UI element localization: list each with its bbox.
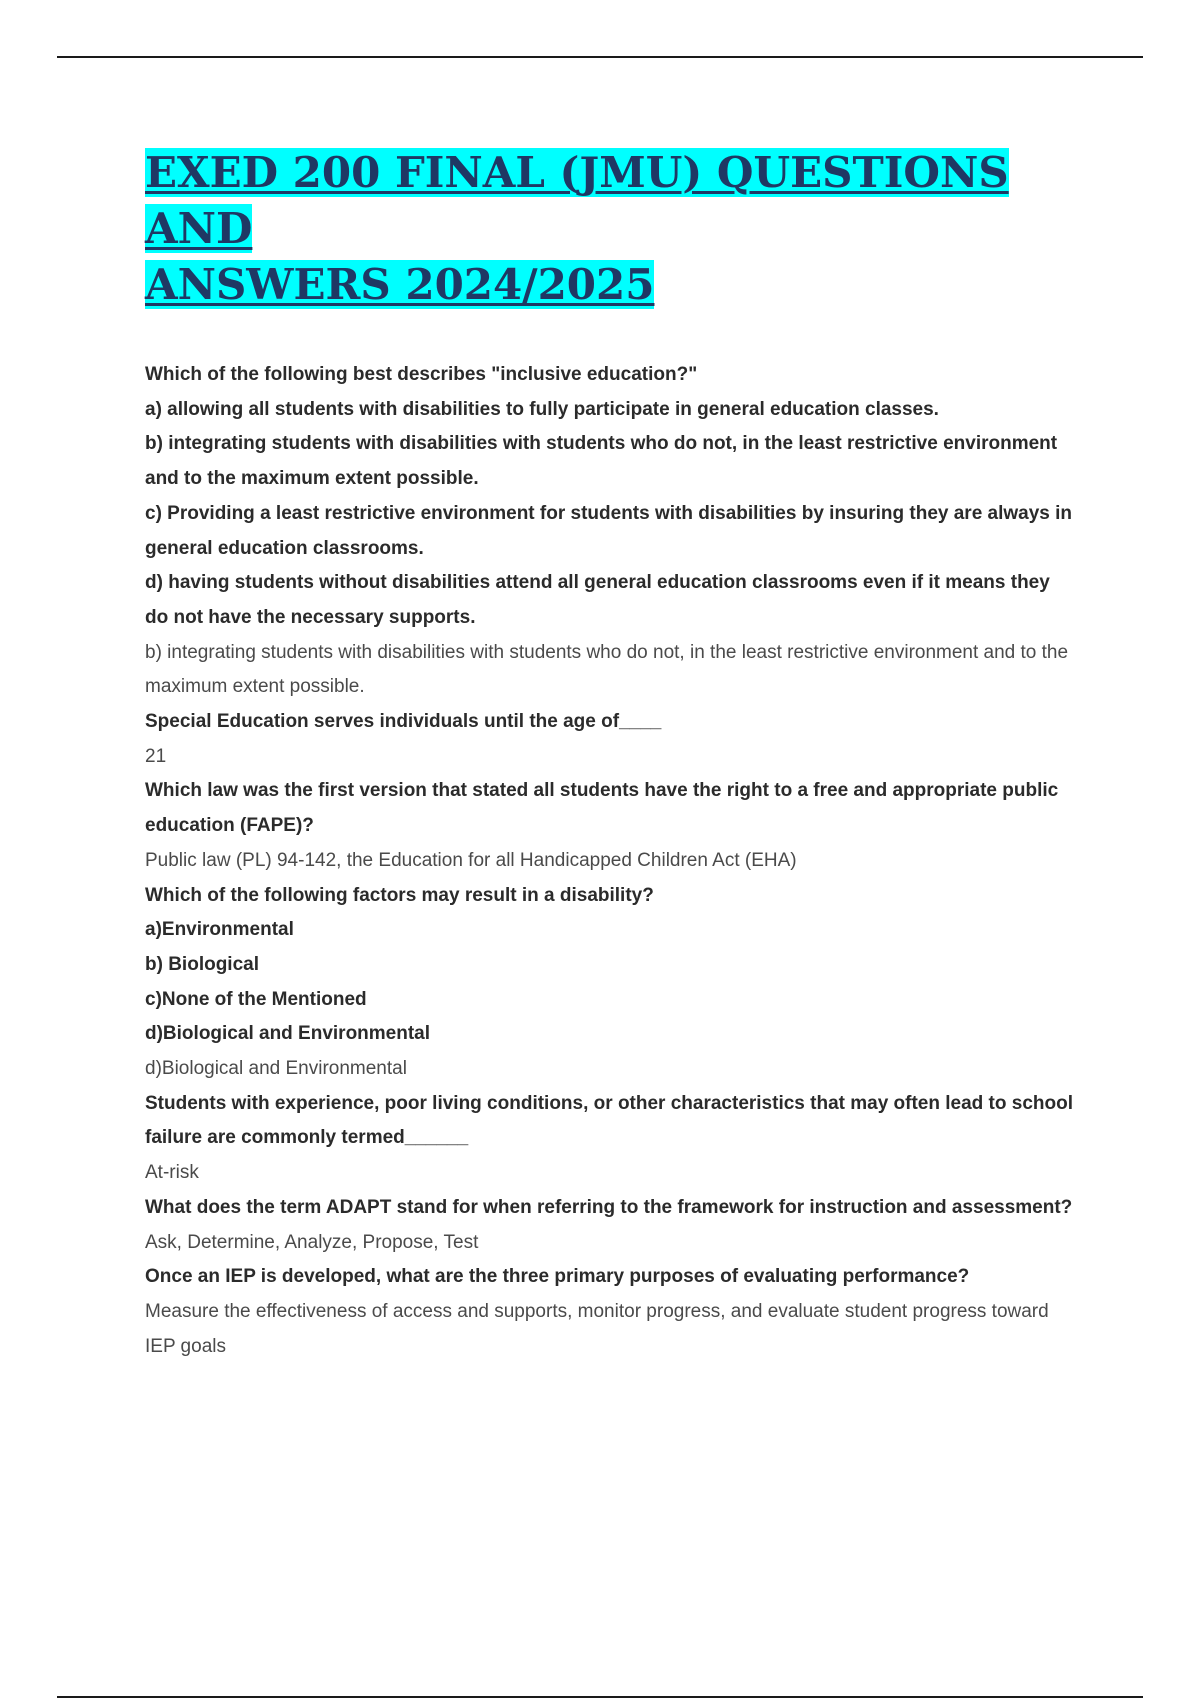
answer-7: Measure the effectiveness of access and supports, monitor progress, and evaluate student progress toward IEP goals (145, 1300, 1049, 1357)
question-5: Students with experience, poor living conditions, or other characteristics that may often lead to school failure are commonly termed______ (145, 1092, 1074, 1149)
answer-1: b) integrating students with disabilities with students who do not, in the least restrictive environment and to the maximum extent possible. (145, 641, 1069, 698)
title-line-2: ANSWERS 2024/2025 (145, 260, 655, 309)
question-6: What does the term ADAPT stand for when referring to the framework for instruction and assessment? (145, 1196, 1073, 1218)
question-4-option-d: d)Biological and Environmental (145, 1023, 431, 1045)
title-line-1: EXED 200 FINAL (JMU) QUESTIONS AND (145, 148, 1009, 253)
answer-4: d)Biological and Environmental (145, 1058, 407, 1080)
answer-6: Ask, Determine, Analyze, Propose, Test (145, 1231, 479, 1253)
document-title (145, 145, 1085, 313)
question-2: Special Education serves individuals until the age of____ (145, 711, 662, 733)
question-4-option-c: c)None of the Mentioned (145, 988, 367, 1010)
question-4-option-b: b) Biological (145, 953, 259, 975)
answer-2: 21 (145, 745, 167, 767)
question-1-option-a: a) allowing all students with disabilities to fully participate in general education classes. (145, 398, 939, 420)
question-1-option-d: d) having students without disabilities attend all general education classrooms even if it means they do not have the necessary supports. (145, 572, 1050, 628)
top-rule (57, 56, 1143, 58)
question-1-option-b: b) integrating students with disabilities with students who do not, in the least restrictive environment and to the maximum extent possible. (145, 433, 1058, 490)
answer-3: Public law (PL) 94-142, the Education for all Handicapped Children Act (EHA) (145, 849, 797, 871)
question-3: Which law was the first version that stated all students have the right to a free and appropriate public education (FAPE)? (145, 780, 1059, 837)
question-1: Which of the following best describes "inclusive education?" (145, 364, 698, 385)
question-1-option-c: c) Providing a least restrictive environment for students with disabilities by insuring they are always in general education classrooms. (145, 502, 1073, 559)
question-4: Which of the following factors may result in a disability? (145, 884, 654, 906)
question-7: Once an IEP is developed, what are the three primary purposes of evaluating performance? (145, 1266, 970, 1288)
question-4-option-a: a)Environmental (145, 919, 294, 941)
qa-content (145, 358, 1075, 1364)
bottom-rule (57, 1696, 1143, 1698)
answer-5: At-risk (145, 1162, 199, 1184)
